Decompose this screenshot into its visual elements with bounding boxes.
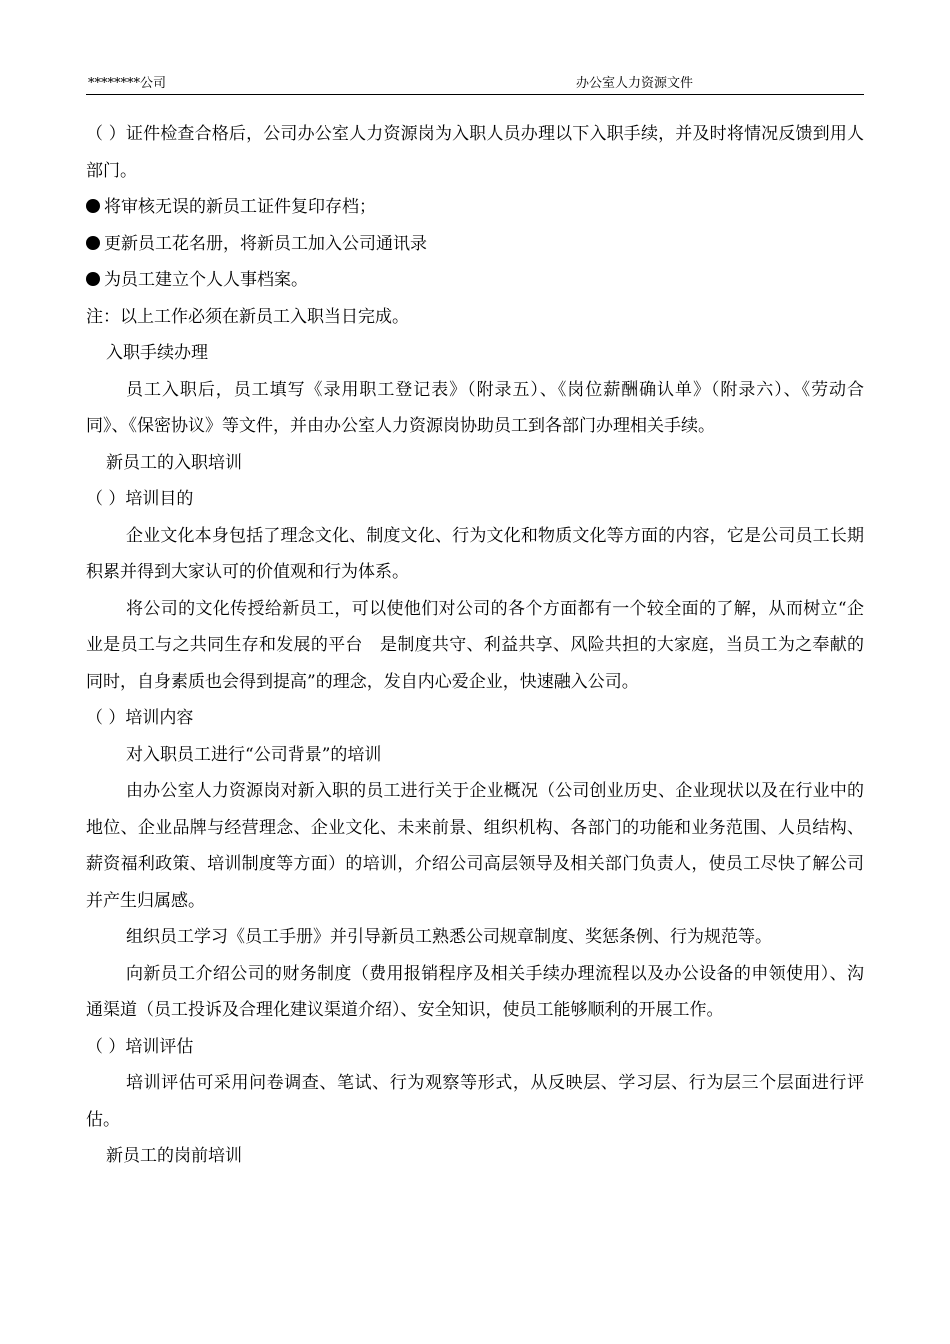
- bullet-dot-icon: [86, 236, 100, 250]
- subsection-heading: （ ）培训内容: [86, 708, 194, 728]
- subsection-heading: （ ）培训评估: [86, 1036, 194, 1057]
- document-body: [86, 116, 864, 1175]
- bullet-item: [86, 226, 864, 263]
- bullet-text: 将审核无误的新员工证件复印存档；: [104, 197, 376, 217]
- bullet-dot-icon: [86, 199, 100, 213]
- paragraph: 培训评估可采用问卷调查、笔试、行为观察等形式，从反映层、学习层、行为层三个层面进行评估。: [86, 1073, 864, 1130]
- bullet-text: 更新员工花名册，将新员工加入公司通讯录: [104, 233, 427, 254]
- paragraph: 向新员工介绍公司的财务制度（费用报销程序及相关手续办理流程以及办公设备的申领使用）、沟通渠道（员工投诉及合理化建议渠道介绍）、安全知识，使员工能够顺利的开展工作。: [86, 963, 864, 1020]
- section-heading: 新员工的岗前培训: [106, 1146, 242, 1166]
- section-heading: 入职手续办理: [106, 343, 208, 363]
- header-doc-title: 办公室人力资源文件: [576, 76, 694, 91]
- paragraph: 员工入职后，员工填写《录用职工登记表》（附录五）、《岗位薪酬确认单》（附录六）、《劳动合同》、《保密协议》等文件，并由办公室人力资源岗协助员工到各部门办理相关手续。: [86, 379, 864, 436]
- paragraph: 将公司的文化传授给新员工，可以使他们对公司的各个方面都有一个较全面的了解，从而树立“企业是员工与之共同生存和发展的平台 是制度共守、利益共享、风险共担的大家庭，当员工为之奉献的同时，自身素质也会得到提高”的理念，发自内心爱企业，快速融入公司。: [86, 598, 864, 692]
- paragraph: （ ）证件检查合格后，公司办公室人力资源岗为入职人员办理以下入职手续，并及时将情况反馈到用人部门。: [86, 124, 864, 181]
- bullet-item: [86, 262, 864, 299]
- paragraph: 组织员工学习《员工手册》并引导新员工熟悉公司规章制度、奖惩条例、行为规范等。: [126, 927, 772, 947]
- bullet-dot-icon: [86, 272, 100, 286]
- paragraph: 由办公室人力资源岗对新入职的员工进行关于企业概况（公司创业历史、企业现状以及在行业中的地位、企业品牌与经营理念、企业文化、未来前景、组织机构、各部门的功能和业务范围、人员结构、薪资福利政策、培训制度等方面）的培训，介绍公司高层领导及相关部门负责人，使员工尽快了解公司并产生归属感。: [86, 781, 864, 911]
- page-header: [86, 66, 864, 95]
- bullet-text: 为员工建立个人人事档案。: [104, 270, 308, 290]
- section-heading: 新员工的入职培训: [106, 452, 242, 473]
- paragraph: 企业文化本身包括了理念文化、制度文化、行为文化和物质文化等方面的内容，它是公司员工长期积累并得到大家认可的价值观和行为体系。: [86, 525, 864, 582]
- header-company: ********公司: [88, 76, 167, 91]
- paragraph: 对入职员工进行“公司背景”的培训: [126, 744, 382, 765]
- subsection-heading: （ ）培训目的: [86, 489, 194, 509]
- note: 注：以上工作必须在新员工入职当日完成。: [86, 306, 409, 327]
- bullet-item: [86, 189, 864, 226]
